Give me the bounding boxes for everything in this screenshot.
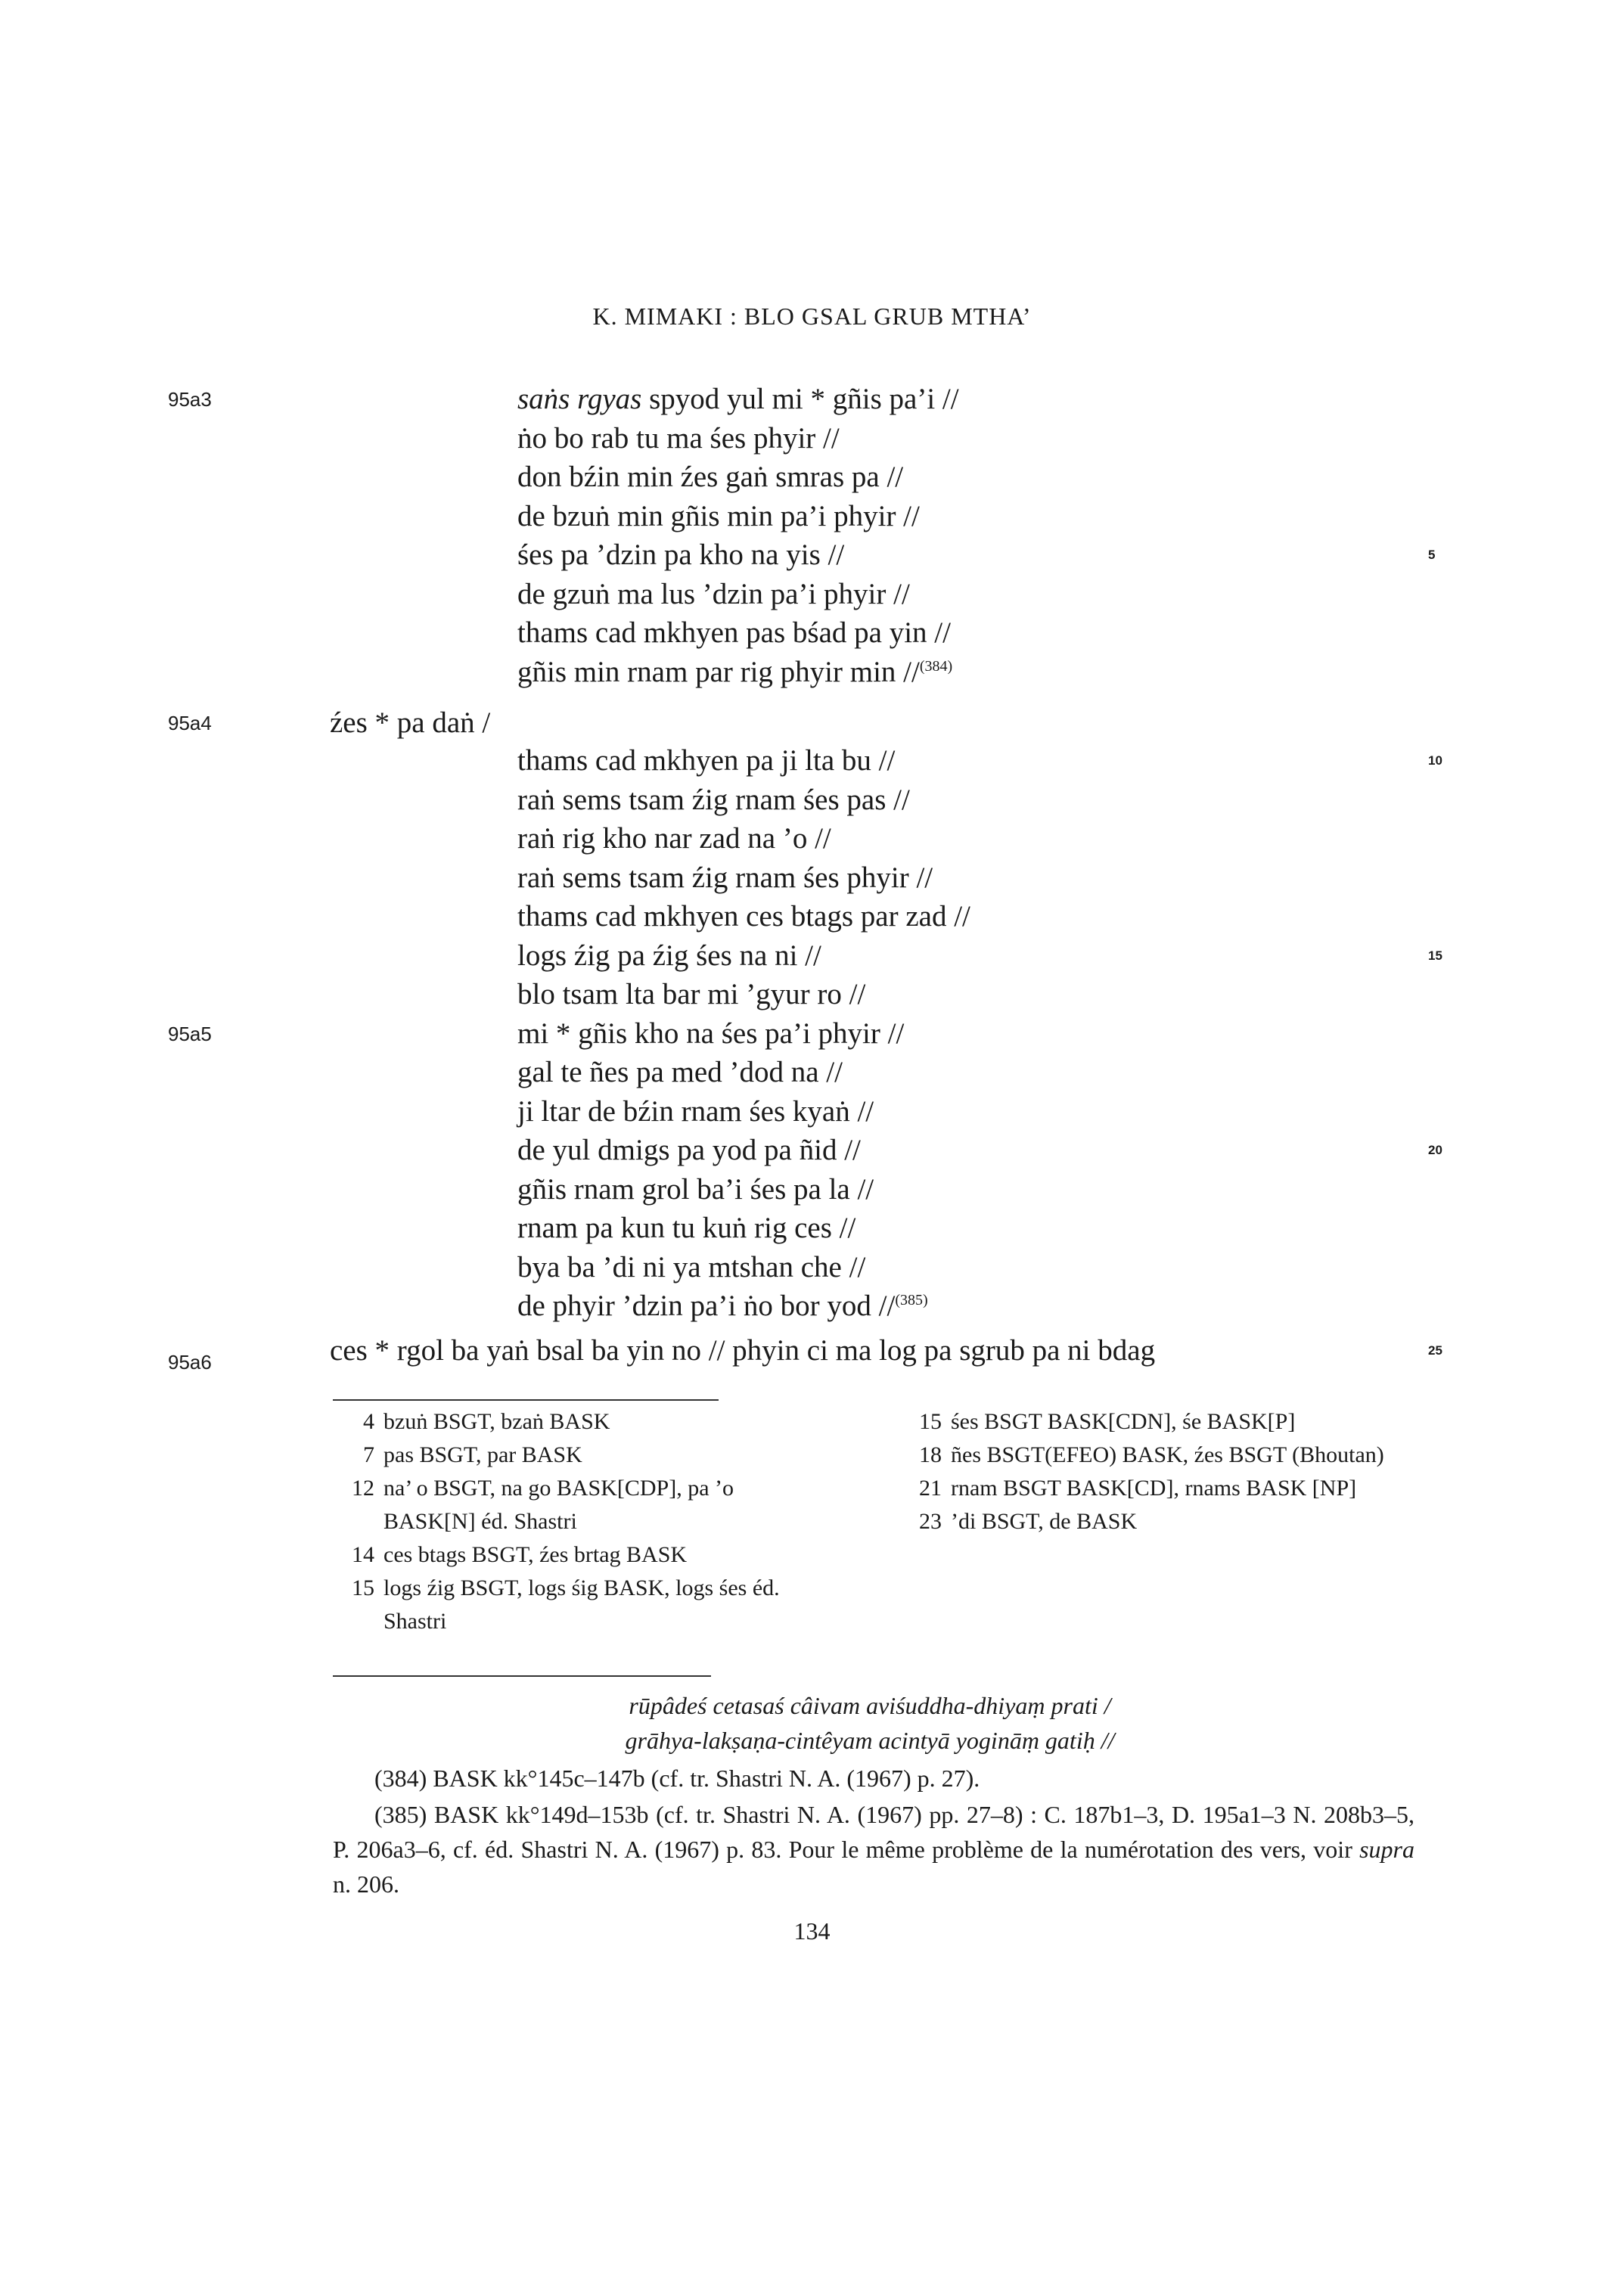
verse-line: bya ba ’di ni ya mtshan che // bbox=[517, 1251, 866, 1284]
verse-line: mi * gñis kho na śes pa’i phyir // bbox=[517, 1017, 905, 1050]
verse-line: raṅ sems tsam źig rnam śes pas // bbox=[517, 784, 910, 816]
verse-line: thams cad mkhyen pa ji lta bu // bbox=[517, 744, 896, 777]
footnote-ref: (385) bbox=[895, 1292, 928, 1308]
variant-entry bbox=[900, 1405, 1430, 1439]
variant-text: rnam BSGT BASK[CD], rnams BASK [NP] bbox=[951, 1476, 1357, 1501]
folio-marker: 95a4 bbox=[168, 712, 212, 734]
variants-left-column bbox=[333, 1405, 855, 1638]
footnote-rule bbox=[333, 1675, 711, 1677]
variant-entry bbox=[900, 1505, 1430, 1538]
verse-line bbox=[517, 380, 959, 419]
verse-line: gal te ñes pa med ’dod na // bbox=[517, 1056, 843, 1088]
variant-line-number: 14 bbox=[352, 1542, 374, 1567]
variant-line-number: 7 bbox=[363, 1442, 374, 1467]
footnote-text: n. 206. bbox=[333, 1870, 399, 1898]
verse-line: logs źig pa źig śes na ni // bbox=[517, 939, 821, 972]
footnote-385 bbox=[333, 1797, 1414, 1901]
verse-line: źes * pa daṅ / bbox=[330, 706, 491, 739]
folio-marker: 95a3 bbox=[168, 388, 212, 411]
variant-entry bbox=[333, 1439, 855, 1472]
variant-entry bbox=[333, 1538, 855, 1572]
line-number: 15 bbox=[1428, 948, 1442, 963]
verse-line: thams cad mkhyen ces btags par zad // bbox=[517, 900, 970, 933]
footnote-ref: (384) bbox=[919, 658, 953, 675]
variant-entry bbox=[333, 1472, 855, 1538]
verse-line: de gzuṅ ma lus ’dzin pa’i phyir // bbox=[517, 578, 910, 610]
variant-text: bzuṅ BSGT, bzaṅ BASK bbox=[383, 1409, 610, 1434]
running-header: K. MIMAKI : BLO GSAL GRUB MTHA’ bbox=[592, 303, 1032, 330]
variant-text: ñes BSGT(EFEO) BASK, źes BSGT (Bhoutan) bbox=[951, 1442, 1384, 1467]
verse-line: ces * rgol ba yaṅ bsal ba yin no // phyin ci ma log pa sgrub pa ni bdag bbox=[330, 1334, 1156, 1367]
variant-entry bbox=[333, 1572, 855, 1638]
verse-line: gñis rnam grol ba’i śes pa la // bbox=[517, 1173, 874, 1206]
variant-entry bbox=[900, 1472, 1430, 1505]
verse-line: śes pa ’dzin pa kho na yis // bbox=[517, 539, 845, 571]
verse-line: thams cad mkhyen pas bśad pa yin // bbox=[517, 616, 951, 649]
footnote-italic: supra bbox=[1359, 1836, 1414, 1863]
verse-line: don bźin min źes gaṅ smras pa // bbox=[517, 461, 904, 493]
apparatus-rule bbox=[333, 1399, 719, 1401]
variant-line-number: 21 bbox=[919, 1476, 942, 1501]
variant-line-number: 12 bbox=[352, 1476, 374, 1501]
variant-text: śes BSGT BASK[CDN], śe BASK[P] bbox=[951, 1409, 1296, 1434]
variant-line-number: 18 bbox=[919, 1442, 942, 1467]
verse-text: spyod yul mi * gñis pa’i // bbox=[641, 383, 959, 415]
verse-line: de yul dmigs pa yod pa ñid // bbox=[517, 1134, 861, 1166]
page-number: 134 bbox=[793, 1917, 831, 1945]
footnote-384: (384) BASK kk°145c–147b (cf. tr. Shastri N. A. (1967) p. 27). bbox=[374, 1765, 980, 1792]
variant-line-number: 23 bbox=[919, 1509, 942, 1534]
sanskrit-verse-line: rūpâdeś cetasaś câivam aviśuddha-dhiyaṃ prati / bbox=[629, 1692, 1111, 1719]
variant-text: ’di BSGT, de BASK bbox=[951, 1509, 1138, 1534]
verse-text: de phyir ’dzin pa’i ṅo bor yod // bbox=[517, 1290, 896, 1322]
verse-italic: saṅs rgyas bbox=[517, 383, 642, 415]
variant-text: na’ o BSGT, na go BASK[CDP], pa ’o BASK[N] éd. Shastri bbox=[383, 1476, 734, 1534]
line-number: 10 bbox=[1428, 753, 1442, 768]
verse-line: raṅ sems tsam źig rnam śes phyir // bbox=[517, 861, 933, 894]
verse-line: de bzuṅ min gñis min pa’i phyir // bbox=[517, 500, 920, 532]
verse-line: ṅo bo rab tu ma śes phyir // bbox=[517, 422, 840, 455]
verse-line: rnam pa kun tu kuṅ rig ces // bbox=[517, 1212, 856, 1244]
verse-line: raṅ rig kho nar zad na ’o // bbox=[517, 822, 831, 855]
variant-text: ces btags BSGT, źes brtag BASK bbox=[383, 1542, 688, 1567]
variant-line-number: 15 bbox=[919, 1409, 942, 1434]
variant-text: pas BSGT, par BASK bbox=[383, 1442, 582, 1467]
folio-marker: 95a6 bbox=[168, 1351, 212, 1374]
line-number: 25 bbox=[1428, 1343, 1442, 1358]
variant-entry bbox=[900, 1439, 1430, 1472]
verse-line: blo tsam lta bar mi ’gyur ro // bbox=[517, 978, 866, 1010]
sanskrit-verse-line: grāhya-lakṣaṇa-cintêyam acintyā yogināṃ gatiḥ // bbox=[625, 1727, 1115, 1754]
variant-text: logs źig BSGT, logs śig BASK, logs śes éd. Shastri bbox=[383, 1575, 780, 1634]
variant-line-number: 4 bbox=[363, 1409, 374, 1434]
verse-line bbox=[517, 653, 952, 692]
footnote-text: (385) BASK kk°149d–153b (cf. tr. Shastri N. A. (1967) pp. 27–8) : C. 187b1–3, D. 195a1–3 N. 208b3–5, P. 206a3–6, cf. éd. Shastri N. A. (1967) p. 83. Pour le même problème de la numérotation des vers, voir bbox=[333, 1801, 1414, 1863]
verse-text: gñis min rnam par rig phyir min // bbox=[517, 656, 920, 688]
verse-line bbox=[517, 1287, 928, 1326]
folio-marker: 95a5 bbox=[168, 1023, 212, 1045]
line-number: 20 bbox=[1428, 1143, 1442, 1157]
verse-line: ji ltar de bźin rnam śes kyaṅ // bbox=[517, 1095, 874, 1128]
line-number: 5 bbox=[1428, 548, 1436, 562]
variant-entry bbox=[333, 1405, 855, 1439]
variants-right-column bbox=[900, 1405, 1430, 1538]
variant-line-number: 15 bbox=[352, 1575, 374, 1600]
